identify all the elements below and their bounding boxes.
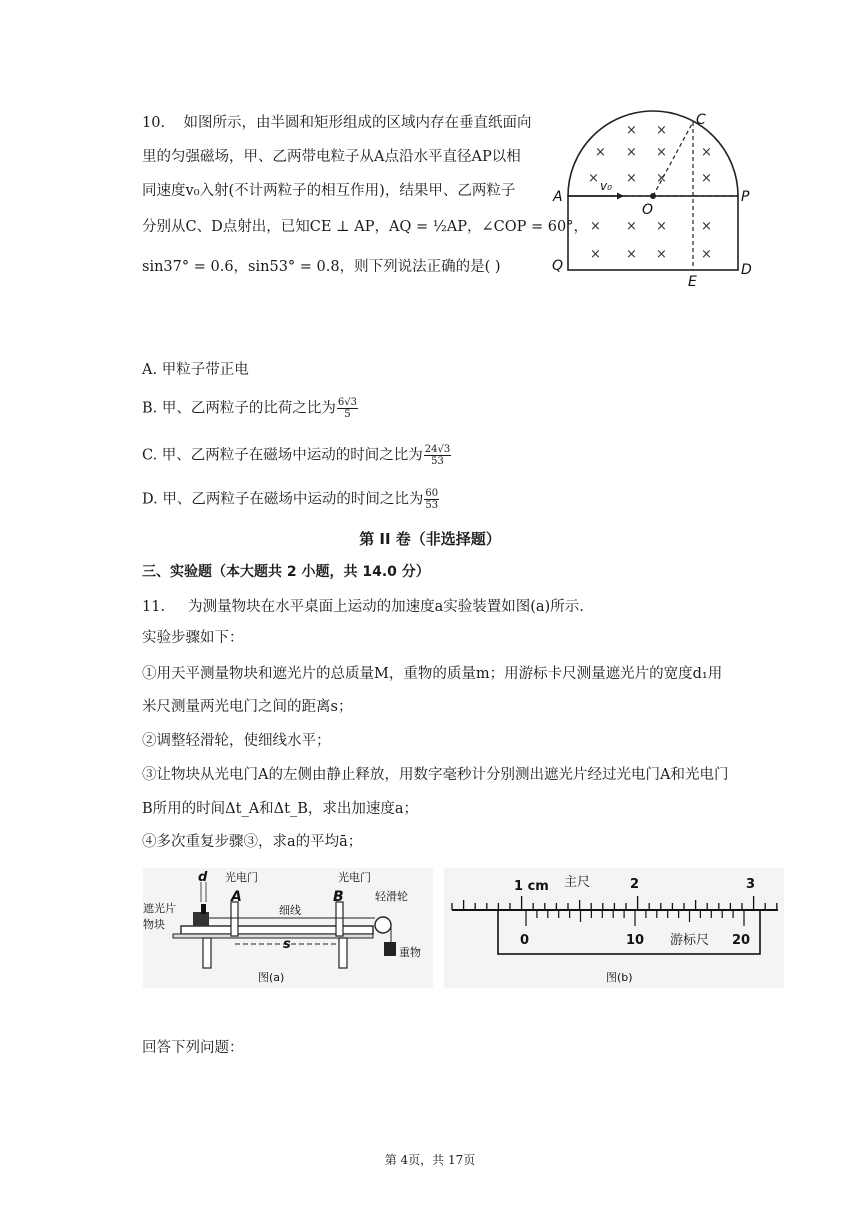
- label-pulley: 轻滑轮: [375, 890, 408, 903]
- main-label-1cm: 1 cm: [514, 879, 549, 894]
- q10-line3: 同速度v₀入射(不计两粒子的相互作用)，结果甲、乙两粒子: [142, 183, 516, 199]
- option-d-text: D. 甲、乙两粒子在磁场中运动的时间之比为: [142, 491, 424, 508]
- cross-mark: ×: [656, 171, 667, 186]
- cross-mark: ×: [590, 219, 601, 234]
- pulley-icon: [375, 917, 391, 933]
- cross-mark: ×: [701, 219, 712, 234]
- label-q: Q: [552, 258, 564, 274]
- label-shade: 遮光片: [143, 902, 176, 915]
- label-e: E: [688, 274, 697, 290]
- q10-line4: 分别从C、D点射出，已知CE ⊥ AP，AQ = ½AP，∠COP = 60°，: [142, 219, 588, 235]
- figure-a-caption: 图(a): [258, 971, 285, 984]
- q11-text-1: 为测量物块在水平桌面上运动的加速度a实验装置如图(a)所示.: [188, 599, 584, 615]
- cross-mark: ×: [590, 247, 601, 262]
- option-c-fraction: $\frac{24√3}{53}$: [424, 444, 451, 467]
- q10-number: 10.: [142, 115, 166, 131]
- option-a: A. 甲粒子带正电: [142, 362, 249, 378]
- vernier-label-20: 20: [732, 933, 751, 948]
- cross-mark: ×: [656, 247, 667, 262]
- main-label-2: 2: [630, 877, 640, 892]
- label-d: d: [198, 870, 208, 885]
- option-b: [142, 397, 359, 420]
- page-footer: 第 4页，共 17页: [384, 1153, 476, 1167]
- q11-line1: [142, 597, 584, 617]
- vernier-label-10: 10: [626, 933, 645, 948]
- label-gate-b-letter: B: [333, 889, 344, 905]
- option-d-fraction: $\frac{60}{53}$: [425, 488, 439, 511]
- leg-left: [203, 938, 211, 968]
- label-gate-a: 光电门: [225, 871, 258, 884]
- q11-answer-prompt: 回答下列问题：: [142, 1040, 244, 1056]
- cross-mark: ×: [656, 219, 667, 234]
- q11-step2: ②调整轻滑轮，使细线水平；: [142, 733, 331, 749]
- option-c: [142, 444, 452, 467]
- vernier-label-0: 0: [520, 933, 530, 948]
- section3-title: 三、实验题（本大题共 2 小题，共 14.0 分）: [142, 564, 430, 580]
- track: [181, 926, 373, 934]
- center-dot: [650, 193, 656, 199]
- label-d: D: [741, 262, 752, 278]
- leg-right: [339, 938, 347, 968]
- cross-mark: ×: [626, 145, 637, 160]
- cross-mark: ×: [701, 171, 712, 186]
- block: [193, 912, 209, 926]
- label-s: s: [283, 937, 291, 952]
- q11-step1a: ①用天平测量物块和遮光片的总质量M，重物的质量m；用游标卡尺测量遮光片的宽度d₁用: [142, 666, 723, 682]
- cross-mark: ×: [701, 145, 712, 160]
- q10-text-1: 如图所示，由半圆和矩形组成的区域内存在垂直纸面向: [183, 115, 532, 131]
- cross-mark: ×: [595, 145, 606, 160]
- figure-b-caption: 图(b): [606, 971, 633, 984]
- q10-line1: [142, 113, 532, 133]
- main-scale-label: 主尺: [564, 875, 591, 890]
- label-block: 物块: [143, 918, 165, 931]
- option-c-text: C. 甲、乙两粒子在磁场中运动的时间之比为: [142, 447, 423, 464]
- part2-title: 第 II 卷（非选择题）: [359, 530, 501, 548]
- q10-line5: sin37° = 0.6，sin53° = 0.8，则下列说法正确的是( ): [142, 259, 501, 275]
- label-gate-a-letter: A: [231, 889, 242, 905]
- q11-step3a: ③让物块从光电门A的左侧由静止释放，用数字毫秒计分别测出遮光片经过光电门A和光电门: [142, 767, 729, 783]
- q11-step3b: B所用的时间Δt_A和Δt_B，求出加速度a；: [142, 801, 419, 817]
- cross-mark: ×: [588, 171, 599, 186]
- figure-b-background: [444, 868, 784, 988]
- label-gate-b: 光电门: [338, 871, 371, 884]
- option-b-text: B. 甲、乙两粒子的比荷之比为: [142, 400, 336, 417]
- label-string: 细线: [279, 904, 301, 917]
- label-c: C: [696, 112, 706, 128]
- q11-step1b: 米尺测量两光电门之间的距离s；: [142, 699, 353, 715]
- label-v0: v₀: [600, 179, 612, 193]
- option-b-fraction: $\frac{6√3}{5}$: [337, 397, 357, 420]
- cross-mark: ×: [626, 219, 637, 234]
- vernier-scale-label: 游标尺: [670, 933, 710, 948]
- label-weight: 重物: [399, 946, 421, 959]
- q11-steps-title: 实验步骤如下：: [142, 630, 244, 646]
- cross-mark: ×: [626, 247, 637, 262]
- weight-block: [384, 942, 396, 956]
- q11-step4: ④多次重复步骤③，求a的平均ā；: [142, 834, 363, 850]
- q10-figure: [548, 108, 758, 290]
- q10-line2: 里的匀强磁场，甲、乙两带电粒子从A点沿水平直径AP以相: [142, 149, 521, 165]
- shade-plate: [201, 904, 206, 914]
- cross-mark: ×: [626, 123, 637, 138]
- label-p: P: [741, 189, 750, 205]
- cross-mark: ×: [626, 171, 637, 186]
- main-label-3: 3: [746, 877, 756, 892]
- gate-b: [336, 902, 343, 936]
- cross-mark: ×: [701, 247, 712, 262]
- label-a: A: [553, 189, 563, 205]
- arrow-head-icon: [617, 193, 624, 200]
- figure-a: [143, 868, 433, 988]
- gate-a: [231, 902, 238, 936]
- q11-number: 11.: [142, 599, 166, 615]
- cross-mark: ×: [656, 145, 667, 160]
- figure-b: [444, 868, 784, 988]
- cross-mark: ×: [656, 123, 667, 138]
- option-d: [142, 488, 440, 511]
- label-o: O: [642, 202, 654, 218]
